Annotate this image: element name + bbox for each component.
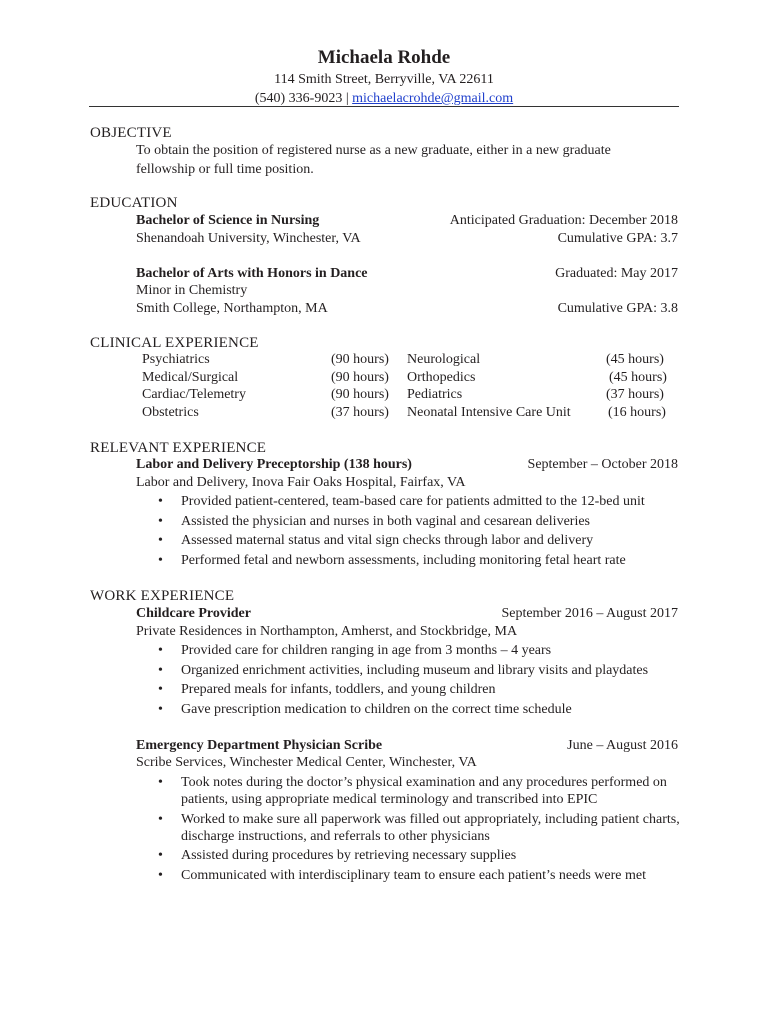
header-divider	[89, 106, 679, 107]
phone: (540) 336-9023 |	[254, 91, 353, 106]
job-2-title: Emergency Department Physician Scribe	[136, 738, 383, 753]
list-item: • Worked to make sure all paperwork was filled out appropriately, including patient charts, discharge instructions, and referrals to other physicians	[158, 811, 680, 844]
degree-2-minor	[136, 282, 678, 300]
bullet-icon: •	[158, 811, 163, 827]
objective-heading: OBJECTIVE	[90, 125, 172, 141]
bullet-icon: •	[158, 775, 163, 790]
clinical-right-hours: (45 hours)	[609, 370, 667, 385]
clinical-right-name: Neonatal Intensive Care Unit	[407, 405, 571, 420]
job-1-bullets	[136, 642, 681, 720]
bullet-icon: •	[158, 662, 163, 678]
job-2-place-row	[136, 754, 678, 772]
bullet-icon: •	[158, 701, 163, 717]
list-item: • Prepared meals for infants, toddlers, and young children	[158, 682, 496, 698]
clinical-left-hours: (37 hours)	[331, 405, 389, 420]
degree-1-title: Bachelor of Science in Nursing	[136, 213, 320, 228]
preceptorship-row	[136, 456, 678, 474]
list-item: • Took notes during the doctor’s physical examination and any procedures performed on patients, using appropriate medical terminology and transcribed into EPIC	[158, 775, 667, 807]
bullet-icon: •	[158, 533, 163, 549]
list-item: • Provided patient-centered, team-based care for patients admitted to the 12-bed unit	[158, 494, 645, 509]
clinical-left-hours: (90 hours)	[331, 352, 389, 367]
degree-2-date: Graduated: May 2017	[555, 266, 678, 281]
job-2-dates: June – August 2016	[567, 738, 678, 753]
objective-line-2: fellowship or full time position.	[136, 161, 314, 177]
clinical-left-name: Cardiac/Telemetry	[142, 387, 246, 402]
objective-text	[136, 142, 636, 179]
job-2-row	[136, 737, 678, 755]
clinical-right-hours: (45 hours)	[606, 352, 664, 367]
degree-1-gpa: Cumulative GPA: 3.7	[557, 231, 678, 246]
list-item: • Assisted the physician and nurses in both vaginal and cesarean deliveries	[158, 513, 590, 529]
clinical-left-hours: (90 hours)	[331, 387, 389, 402]
preceptorship-dates: September – October 2018	[527, 457, 678, 472]
preceptorship-place-row	[136, 474, 678, 492]
degree-2-title: Bachelor of Arts with Honors in Dance	[136, 266, 368, 281]
degree-2-gpa: Cumulative GPA: 3.8	[557, 301, 678, 316]
degree-1-date: Anticipated Graduation: December 2018	[449, 213, 678, 228]
preceptorship-place: Labor and Delivery, Inova Fair Oaks Hospital, Fairfax, VA	[136, 475, 466, 490]
bullet-icon: •	[158, 867, 163, 883]
list-item: • Gave prescription medication to children on the correct time schedule	[158, 701, 572, 717]
clinical-right-name: Pediatrics	[407, 387, 463, 402]
bullet-icon: •	[158, 643, 163, 658]
relevant-heading: RELEVANT EXPERIENCE	[90, 440, 267, 456]
degree-2-school-row	[136, 300, 678, 318]
degree-2-minor-text: Minor in Chemistry	[136, 283, 248, 298]
objective-line-1: To obtain the position of registered nurse as a new graduate, either in a new graduate	[136, 143, 611, 158]
degree-1-row	[136, 212, 678, 230]
job-1-row	[136, 605, 678, 623]
bullet-icon: •	[158, 513, 163, 529]
bullet-icon: •	[158, 494, 163, 509]
education-heading: EDUCATION	[90, 195, 178, 211]
job-1-place: Private Residences in Northampton, Amherst, and Stockbridge, MA	[136, 624, 518, 639]
clinical-left-name: Obstetrics	[142, 405, 199, 420]
clinical-right-hours: (37 hours)	[606, 387, 664, 402]
degree-2-school: Smith College, Northampton, MA	[136, 301, 328, 316]
address: 114 Smith Street, Berryville, VA 22611	[274, 72, 494, 87]
degree-2-row	[136, 265, 678, 283]
applicant-name: Michaela Rohde	[317, 47, 451, 68]
list-item: • Performed fetal and newborn assessments, including monitoring fetal heart rate	[158, 552, 626, 568]
resume-header	[0, 46, 768, 108]
work-heading: WORK EXPERIENCE	[90, 588, 235, 604]
degree-1-school: Shenandoah University, Winchester, VA	[136, 231, 361, 246]
list-item: • Assisted during procedures by retrieving necessary supplies	[158, 848, 517, 864]
email-link[interactable]: michaelacrohde@gmail.com	[352, 91, 514, 106]
bullet-icon: •	[158, 552, 163, 568]
clinical-left-name: Psychiatrics	[142, 352, 210, 367]
bullet-icon: •	[158, 682, 163, 698]
degree-1-school-row	[136, 230, 678, 248]
clinical-left-hours: (90 hours)	[331, 370, 389, 385]
preceptorship-title: Labor and Delivery Preceptorship (138 hours)	[136, 457, 412, 472]
list-item: • Communicated with interdisciplinary team to ensure each patient’s needs were met	[158, 867, 646, 883]
list-item: • Organized enrichment activities, including museum and library visits and playdates	[158, 662, 649, 678]
bullet-icon: •	[158, 848, 163, 864]
job-1-dates: September 2016 – August 2017	[501, 606, 678, 621]
clinical-left-name: Medical/Surgical	[142, 370, 239, 385]
clinical-right-name: Neurological	[407, 352, 481, 367]
job-2-place: Scribe Services, Winchester Medical Center, Winchester, VA	[136, 755, 477, 770]
clinical-right-name: Orthopedics	[407, 370, 476, 385]
job-2-bullets	[136, 774, 681, 886]
list-item: • Provided care for children ranging in age from 3 months – 4 years	[158, 643, 552, 658]
job-1-title: Childcare Provider	[136, 606, 251, 621]
list-item: • Assessed maternal status and vital sign checks through labor and delivery	[158, 533, 594, 549]
clinical-heading: CLINICAL EXPERIENCE	[90, 335, 259, 351]
preceptorship-bullets	[136, 493, 681, 571]
job-1-place-row	[136, 623, 678, 641]
clinical-right-hours: (16 hours)	[608, 405, 666, 420]
